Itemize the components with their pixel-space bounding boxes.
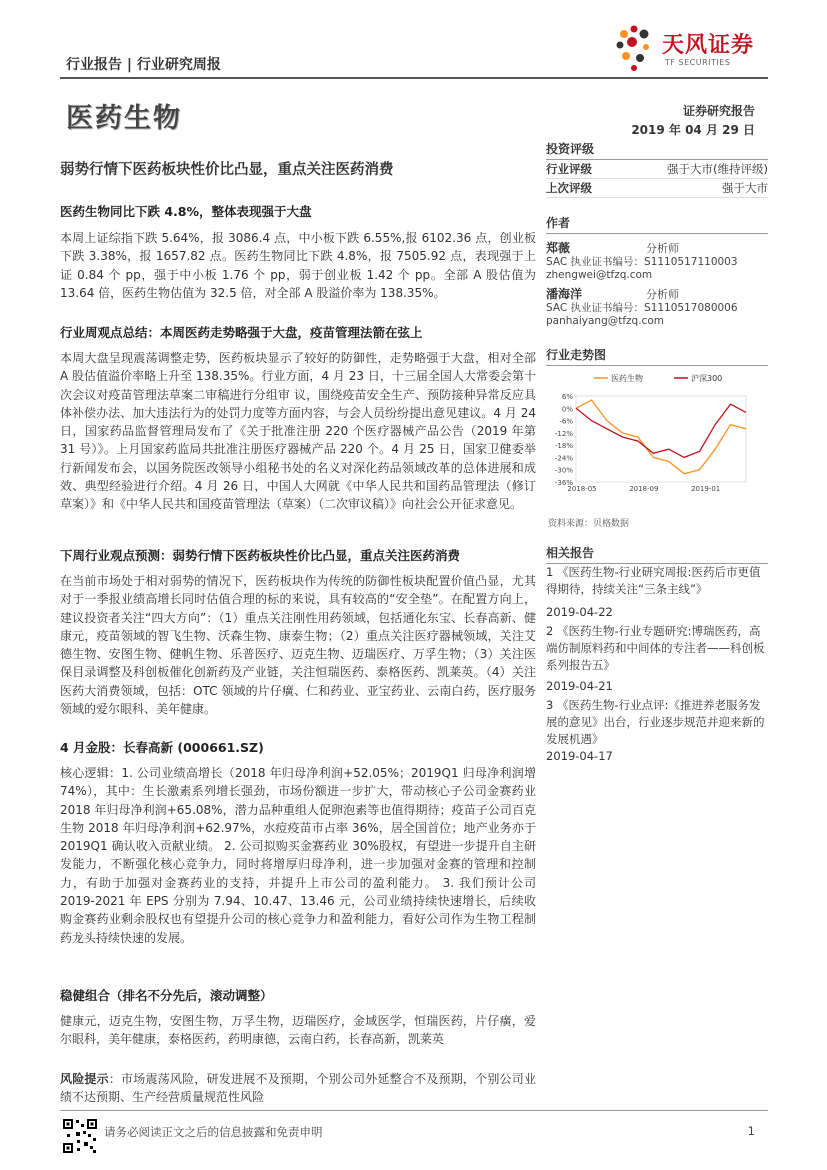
legend-label-0: 医药生物 bbox=[611, 374, 643, 383]
related-item-text[interactable]: 2 《医药生物-行业专题研究:博瑞医药，高端仿制原料药和中间体的专注者——科创板系列报告五》 bbox=[546, 624, 765, 672]
related-item[interactable] bbox=[546, 697, 768, 765]
risk-body: ：市场震荡风险，研发进展不及预期，个别公司外延整合不及预期，个别公司业绩不达预期、生产经营质量规范性风险 bbox=[60, 1072, 536, 1105]
related-item-text[interactable]: 3 《医药生物-行业点评:《推进养老服务发展的意见》出台，行业逐步规范并迎来新的发展机遇》 bbox=[546, 698, 765, 746]
section-heading: 4 月金股：长春高新 (000661.SZ) bbox=[60, 740, 264, 755]
section-heading: 行业周观点总结：本周医药走势略强于大盘，疫苗管理法箭在弦上 bbox=[60, 325, 423, 340]
related-item[interactable] bbox=[546, 564, 768, 621]
section-heading: 稳健组合（排名不分先后，滚动调整） bbox=[60, 988, 273, 1003]
y-tick-label: -30% bbox=[554, 466, 573, 475]
chart-plot-area bbox=[576, 396, 746, 482]
logo-subtitle: TF SECURITIES bbox=[665, 58, 731, 67]
footer-disclaimer: 请务必阅读正文之后的信息披露和免责申明 bbox=[104, 1125, 323, 1139]
rating-value: 强于大市 bbox=[722, 181, 768, 195]
y-tick-label: -12% bbox=[554, 429, 573, 438]
rating-heading: 投资评级 bbox=[546, 140, 768, 160]
section-6 bbox=[60, 1070, 536, 1107]
section-body: 健康元，迈克生物，安图生物，万孚生物，迈瑞医疗，金域医学，恒瑞医药，片仔癀，爱尔眼科，美年健康，泰格医药，药明康德，云南白药，长春高新，凯莱英 bbox=[60, 1014, 536, 1047]
x-tick-label: 2018-05 bbox=[567, 485, 597, 493]
section-5 bbox=[60, 986, 536, 1049]
analyst-card bbox=[546, 288, 768, 328]
page-title: 弱势行情下医药板块性价比凸显，重点关注医药消费 bbox=[60, 162, 394, 178]
related-item-date: 2019-04-22 bbox=[546, 605, 613, 619]
authors-heading: 作者 bbox=[546, 214, 768, 234]
section-3 bbox=[60, 546, 536, 718]
x-tick-label: 2019-01 bbox=[691, 485, 721, 493]
section-body: 本周上证综指下跌 5.64%，报 3086.4 点，中小板下跌 6.55%,报 6102.36 点，创业板下跌 3.38%，报 1657.82 点。医药生物同比下跌 4.8%，报 7505.92 点，表现强于上证 0.84 个 pp，强于中小板 1.76 个 pp，弱于创业板 1.42 个 pp。全部 A 股估值为 13.64 倍，医药生物估值为 32.5 倍，对全部 A 股溢价率为 138.35%。 bbox=[60, 231, 536, 300]
related-list bbox=[546, 564, 768, 765]
trend-block bbox=[546, 346, 768, 366]
section-heading: 医药生物同比下跌 4.8%，整体表现强于大盘 bbox=[60, 204, 312, 219]
x-tick-label: 2018-09 bbox=[629, 485, 659, 493]
rating-row bbox=[546, 160, 768, 179]
trend-chart bbox=[546, 370, 768, 500]
section-4 bbox=[60, 738, 536, 947]
analyst-sac: SAC 执业证书编号：S1110517080006 bbox=[546, 302, 738, 314]
y-tick-label: 6% bbox=[561, 393, 573, 401]
related-item[interactable] bbox=[546, 623, 768, 695]
rating-key: 行业评级 bbox=[546, 162, 592, 176]
y-tick-label: 0% bbox=[561, 405, 573, 414]
footer-divider bbox=[60, 1110, 768, 1111]
legend-label-1: 沪深300 bbox=[691, 374, 723, 383]
rating-row bbox=[546, 179, 768, 198]
y-tick-label: -6% bbox=[559, 417, 573, 426]
analyst-role: 分析师 bbox=[646, 288, 679, 301]
analyst-email[interactable]: panhaiyang@tfzq.com bbox=[546, 315, 664, 327]
related-item-text[interactable]: 1 《医药生物-行业研究周报:医药后市更值得期待，持续关注“三条主线”》 bbox=[546, 565, 761, 596]
y-tick-label: -24% bbox=[554, 454, 573, 463]
qr-code-icon[interactable] bbox=[62, 1118, 98, 1154]
doc-type: 证券研究报告 bbox=[682, 104, 755, 118]
analyst-role: 分析师 bbox=[646, 242, 679, 255]
report-type: 行业报告 | 行业研究周报 bbox=[66, 57, 221, 73]
sector-title: 医药生物 bbox=[66, 103, 182, 134]
section-1 bbox=[60, 202, 536, 302]
section-body: 本周大盘呈现震荡调整走势，医药板块显示了较好的防御性，走势略强于大盘，相对全部 A 股估值溢价率略上升至 138.35%。行业方面，4 月 23 日，十三届全国人大常委会第十次会议对疫苗管理法草案二审稿进行分组审 议，围绕疫苗安全生产、预防接种异常反应具体补偿办法、加大违法行为的处罚力度等方面内容，与会人员纷纷提出意见建议。4 月 24 日，国家药品监督管理局发布了《关于批准注册 220 个医疗器械产品公告（2019 年第 31 号）》。上月国家药监局共批准注册医疗器械产品 220 个。4 月 25 日，国家卫健委举行新闻发布会，以国务院医改领导小组秘书处的名义对深化药品领域改革的总体进展和成效、典型经验进行介绍。4 月 26 日，中国人大网就《中华人民共和国药品管理法（修订草案）》和《中华人民共和国疫苗管理法（草案）（二次审议稿）》向社会公开征求意见。 bbox=[60, 351, 536, 512]
risk-label: 风险提示 bbox=[60, 1072, 109, 1086]
authors-block bbox=[546, 214, 768, 328]
related-item-date: 2019-04-21 bbox=[546, 679, 613, 693]
section-2 bbox=[60, 323, 536, 514]
rating-value: 强于大市(维持评级) bbox=[667, 162, 768, 176]
related-item-date: 2019-04-17 bbox=[546, 749, 613, 763]
series-line-1 bbox=[576, 404, 746, 457]
rating-key: 上次评级 bbox=[546, 181, 592, 195]
analyst-card bbox=[546, 242, 768, 282]
related-heading: 相关报告 bbox=[546, 544, 768, 564]
doc-date: 2019 年 04 月 29 日 bbox=[631, 123, 755, 137]
trend-heading: 行业走势图 bbox=[546, 346, 768, 366]
section-body: 核心逻辑：1. 公司业绩高增长（2018 年归母净利润+52.05%；2019Q1 归母净利润增 74%），其中：生长激素系列增长强劲，市场份额进一步扩大，带动核心子公司金赛药业 2018 年归母净利润+65.08%，潜力品种重组人促卵泡素等也值得期待；疫苗子公司百克生物 2018 年归母净利润+62.97%，水痘疫苗市占率 36%，居全国首位；地产业务亦于 2019Q1 确认收入贡献业绩。 2. 公司拟购买金赛药业 30%股权，有望进一步提升自主研发能力，不断强化核心竞争力，同时将增厚归母净利，进一步加强对金赛的管理和控制力，有助于加强对金赛药业的支持，并提升上市公司的盈利能力。 3. 我们预计公司 2019-2021 年 EPS 分别为 7.94、10.47、13.46 元，公司业绩持续快速增长，后续收购金赛药业剩余股权也有望提升公司的核心竞争力和盈利能力，看好公司作为生物工程制药龙头持续快速的发展。 bbox=[60, 766, 536, 945]
analyst-email[interactable]: zhengwei@tfzq.com bbox=[546, 269, 653, 281]
logo-name: 天风证券 bbox=[662, 33, 755, 58]
section-body: 在当前市场处于相对弱势的情况下，医药板块作为传统的防御性板块配置价值凸显，尤其对于一季报业绩高增长同时估值合理的标的来说，具有较高的“安全垫”。在配置方向上，建议投资者关注“四大方向”：（1）重点关注刚性用药领域，包括通化东宝、长春高新、健康元，疫苗领域的智飞生物、沃森生物、康泰生物；（2）重点关注医疗器械领域，关注艾德生物、安图生物、健帆生物、乐普医疗、迈克生物、迈瑞医疗、万孚生物；（3）关注医保目录调整及科创板催化创新药及产业链，关注恒瑞医药、泰格医药、凯莱英。（4）关注医药大消费领域，包括：OTC 领域的片仔癀、仁和药业、亚宝药业、云南白药，医疗服务领域的爱尔眼科、美年健康。 bbox=[60, 574, 536, 717]
y-tick-label: -18% bbox=[554, 442, 573, 451]
y-tick-label: -36% bbox=[554, 479, 573, 487]
analyst-name: 潘海洋 bbox=[546, 287, 583, 301]
rating-block bbox=[546, 140, 768, 198]
header-divider bbox=[60, 77, 768, 79]
section-heading: 下周行业观点预测：弱势行情下医药板块性价比凸显，重点关注医药消费 bbox=[60, 548, 461, 563]
analyst-name: 郑薇 bbox=[546, 241, 571, 255]
series-line-0 bbox=[576, 400, 746, 474]
chart-source: 资料来源：贝格数据 bbox=[548, 519, 630, 529]
analyst-sac: SAC 执业证书编号：S1110517110003 bbox=[546, 256, 738, 268]
page-number: 1 bbox=[747, 1124, 755, 1138]
related-heading-block bbox=[546, 544, 768, 564]
